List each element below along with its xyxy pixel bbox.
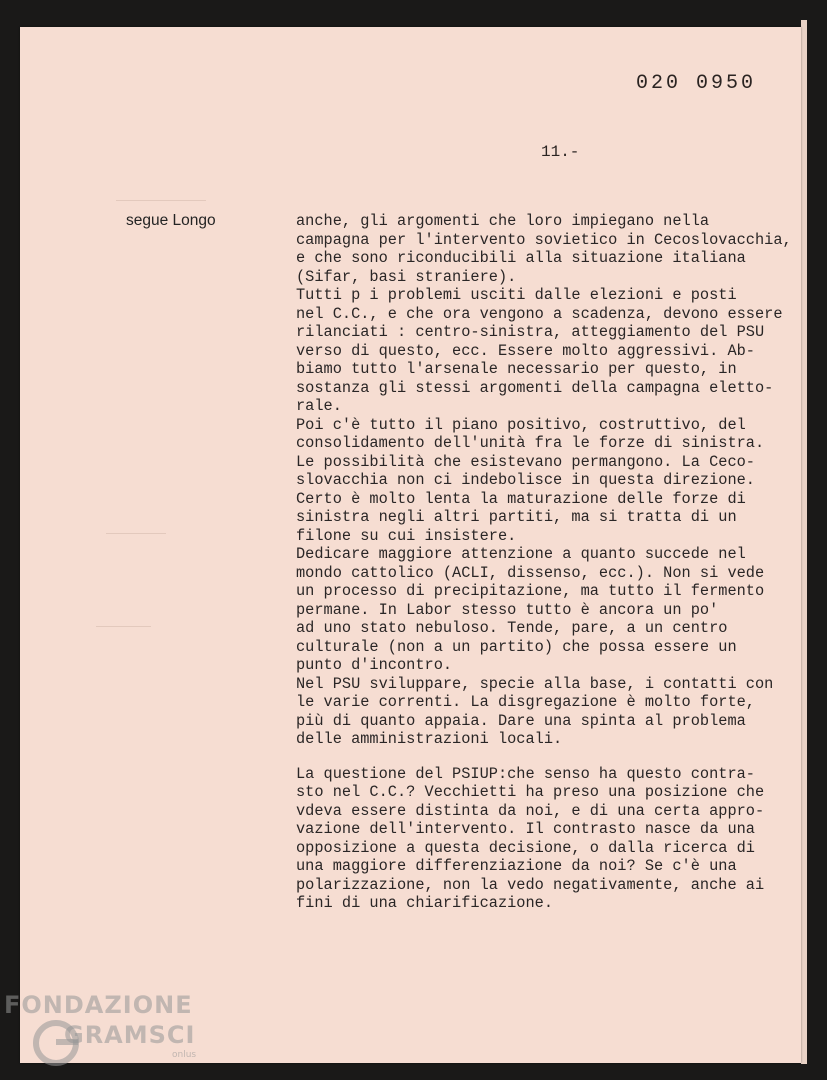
text-line: ad uno stato nebuloso. Tende, pare, a un centro: [296, 619, 728, 637]
text-line: sostanza gli stessi argomenti della campagna eletto-: [296, 378, 774, 397]
text-line: vdeva essere distinta da noi, e di una certa appro-: [296, 801, 765, 820]
text-line: più di quanto appaia. Dare una spinta al problema: [296, 711, 746, 730]
watermark-suffix: onlus: [172, 1050, 197, 1060]
page-number: 11.-: [541, 143, 580, 161]
text-line: sto nel C.C.? Vecchietti ha preso una posizione che: [296, 783, 765, 801]
text-line: campagna per l'intervento sovietico in Cecoslovacchia,: [296, 230, 792, 249]
text-line: Certo è molto lenta la maturazione delle forze di: [296, 489, 746, 508]
text-line: opposizione a questa decisione, o dalla ricerca di: [296, 838, 755, 857]
text-line: le varie correnti. La disgregazione è molto forte,: [296, 693, 755, 711]
show-through-mark: [116, 190, 206, 201]
text-line: Le possibilità che esistevano permangono. La Ceco-: [296, 452, 755, 471]
text-line: rilanciati : centro-sinistra, atteggiamento del PSU: [296, 323, 765, 341]
text-line: nel C.C., e che ora vengono a scadenza, devono essere: [296, 304, 783, 323]
text-line: consolidamento dell'unità fra le forze di sinistra.: [296, 434, 765, 452]
text-line: sinistra negli altri partiti, ma si tratta di un: [296, 508, 737, 526]
text-line: permane. In Labor stesso tutto è ancora un po': [296, 600, 719, 619]
text-line: Dedicare maggiore attenzione a quanto succede nel: [296, 545, 746, 563]
speaker-label: segue Longo: [126, 212, 216, 229]
text-line: una maggiore differenziazione da noi? Se c'è una: [296, 857, 737, 875]
watermark-line-1: FONDAZIONE: [4, 991, 193, 1019]
text-line: Nel PSU sviluppare, specie alla base, i contatti con: [296, 674, 774, 693]
archive-serial-number: 020 0950: [636, 72, 757, 95]
text-line: un processo di precipitazione, ma tutto il fermento: [296, 582, 765, 600]
text-line: slovacchia non ci indebolisce in questa direzione.: [296, 471, 755, 489]
paragraph-gap: [296, 749, 796, 765]
show-through-mark: [106, 525, 166, 534]
text-line: rale.: [296, 397, 342, 415]
text-line: mondo cattolico (ACLI, dissenso, ecc.). Non si vede: [296, 563, 765, 582]
text-line: delle amministrazioni locali.: [296, 730, 563, 748]
fondazione-gramsci-watermark: [4, 991, 204, 1071]
text-line: La questione del PSIUP:che senso ha questo contra-: [296, 764, 755, 783]
text-line: Poi c'è tutto il piano positivo, costruttivo, del: [296, 415, 746, 434]
text-line: Tutti p i problemi usciti dalle elezioni e posti: [296, 286, 737, 304]
text-line: punto d'incontro.: [296, 656, 453, 674]
text-line: culturale (non a un partito) che possa essere un: [296, 637, 737, 656]
text-line: biamo tutto l'arsenale necessario per questo, in: [296, 360, 737, 378]
typed-body-text: [296, 212, 796, 913]
watermark-line-2: GRAMSCI: [64, 1021, 196, 1049]
text-line: vazione dell'intervento. Il contrasto nasce da una: [296, 820, 755, 838]
text-line: anche, gli argomenti che loro impiegano nella: [296, 212, 710, 230]
text-line: e che sono riconducibili alla situazione italiana: [296, 249, 746, 267]
show-through-mark: [96, 618, 151, 627]
text-line: fini di una chiarificazione.: [296, 894, 554, 912]
text-line: (Sifar, basi straniere).: [296, 267, 517, 286]
text-line: verso di questo, ecc. Essere molto aggressivi. Ab-: [296, 341, 755, 360]
paper-stack-edge: [801, 20, 807, 1064]
text-line: filone su cui insistere.: [296, 526, 517, 545]
text-line: polarizzazione, non la vedo negativamente, anche ai: [296, 875, 765, 894]
